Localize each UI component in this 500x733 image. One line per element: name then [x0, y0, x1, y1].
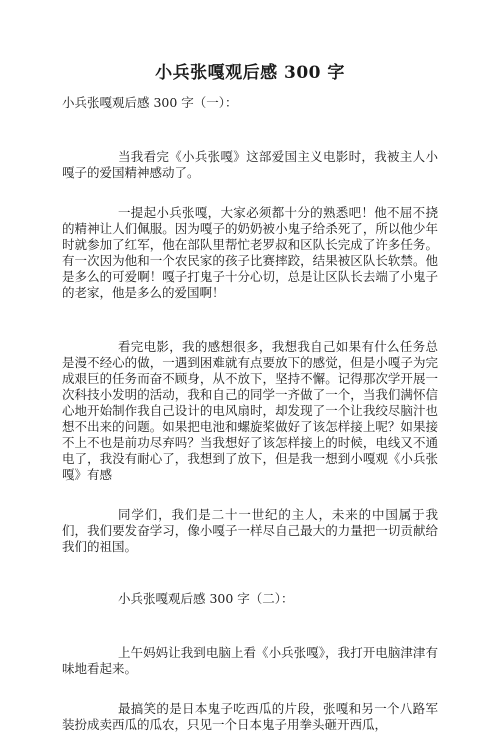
paragraph: 最搞笑的是日本鬼子吃西瓜的片段，张嘎和另一个八路军装扮成卖西瓜的瓜农，只见一个日本鬼子用拳头砸开西瓜， — [62, 701, 438, 732]
section-2 — [62, 591, 438, 733]
section-heading: 小兵张嘎观后感 300 字（一）： — [62, 95, 238, 110]
paragraph-spacer — [62, 607, 438, 645]
section-1 — [62, 95, 438, 555]
paragraph: 看完电影，我的感想很多，我想我自己如果有什么任务总是漫不经心的做，一遇到困难就有点要放下的感觉，但是小嘎子为完成艰巨的任务而奋不顾身，从不放下，坚持不懈。记得那次学开展一次科技小发明的活动，我和自己的同学一齐做了一个，当我们满怀信心地开始制作我自己设计的电风扇时，却发现了一个让我绞尽脑汁也想不出来的问题。如果把电池和螺旋桨做好了该怎样接上呢？如果接不上不也是前功尽弃吗？当我想好了该怎样接上的时候，电线又不通电了，我没有耐心了，我想到了放下，但是我一想到小嘎观《小兵张嘎》有感 — [62, 339, 438, 482]
paragraph-spacer — [62, 181, 438, 205]
paragraph-spacer — [62, 677, 438, 701]
paragraph-spacer — [62, 301, 438, 339]
paragraph: 同学们，我们是二十一世纪的主人，未来的中国属于我们，我们要发奋学习，像小嘎子一样尽自己最大的力量把一切贡献给我们的祖国。 — [62, 507, 438, 554]
paragraph-spacer — [62, 111, 438, 149]
paragraph: 一提起小兵张嘎，大家必须都十分的熟悉吧！他不屈不挠的精神让人们佩服。因为嘎子的奶奶被小鬼子给杀死了，所以他少年时就参加了红军，他在部队里帮忙老罗叔和区队长完成了许多任务。有一次因为他和一个农民家的孩子比赛摔跤，结果被区队长软禁。他是多么的可爱啊！嘎子打鬼子十分心切，总是让区队长去端了小鬼子的老家，他是多么的爱国啊！ — [62, 205, 438, 300]
section-heading: 小兵张嘎观后感 300 字（二）： — [118, 591, 294, 606]
document-title: 小兵张嘎观后感 300 字 — [155, 63, 345, 83]
paragraph-spacer — [62, 483, 438, 507]
paragraph: 上午妈妈让我到电脑上看《小兵张嘎》，我打开电脑津津有味地看起来。 — [62, 645, 438, 676]
section-spacer — [62, 555, 438, 591]
paragraph: 当我看完《小兵张嘎》这部爱国主义电影时，我被主人小嘎子的爱国精神感动了。 — [62, 149, 438, 180]
